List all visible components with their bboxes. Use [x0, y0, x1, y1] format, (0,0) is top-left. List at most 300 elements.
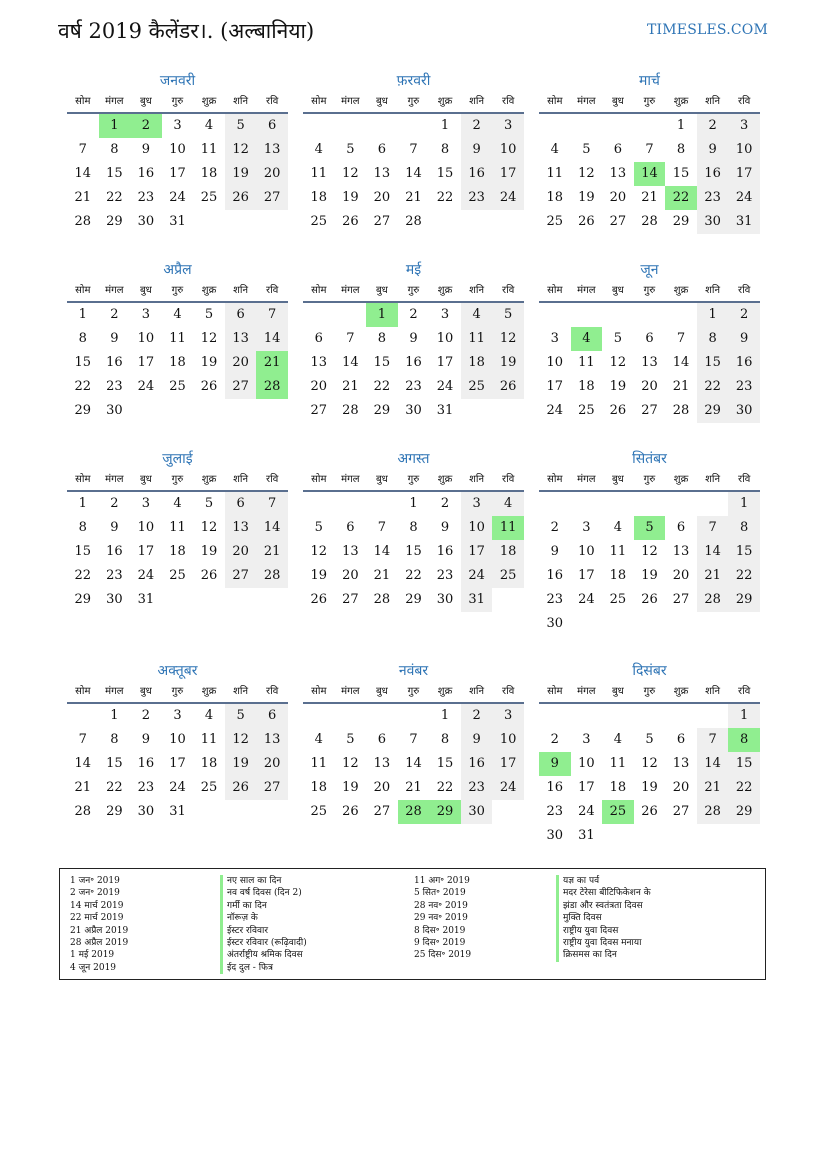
day-cell[interactable]: 3: [492, 704, 524, 728]
day-cell[interactable]: 6: [676, 520, 686, 535]
day-cell[interactable]: 26: [200, 568, 218, 583]
day-cell[interactable]: 16: [436, 544, 454, 559]
day-cell[interactable]: 27: [373, 214, 391, 229]
day-cell[interactable]: 24: [578, 804, 595, 819]
day-cell[interactable]: 28: [373, 592, 391, 607]
day-cell[interactable]: 7: [645, 142, 654, 157]
day-cell[interactable]: 8: [409, 520, 418, 535]
day-cell[interactable]: 15: [106, 166, 123, 181]
day-cell[interactable]: 30: [106, 592, 123, 607]
day-cell[interactable]: 31: [578, 828, 595, 843]
day-cell[interactable]: 20: [641, 379, 658, 394]
day-cell[interactable]: 31: [169, 214, 186, 229]
day-cell[interactable]: 1: [728, 492, 760, 516]
day-cell[interactable]: 18: [200, 166, 218, 181]
day-cell[interactable]: 14: [405, 756, 422, 771]
day-cell[interactable]: 20: [342, 568, 359, 583]
day-cell[interactable]: 24: [546, 403, 564, 418]
day-cell[interactable]: 2: [440, 496, 450, 511]
day-cell[interactable]: 22: [436, 190, 454, 205]
day-cell[interactable]: 8: [440, 142, 450, 157]
day-cell[interactable]: 27: [342, 592, 359, 607]
day-cell[interactable]: 4: [492, 492, 524, 516]
day-cell[interactable]: 16: [137, 166, 155, 181]
day-cell[interactable]: 8: [440, 732, 450, 747]
day-cell[interactable]: 29: [373, 403, 391, 418]
day-cell[interactable]: 14: [74, 756, 92, 771]
day-cell[interactable]: 30: [106, 403, 123, 418]
day-cell[interactable]: 2: [110, 496, 119, 511]
day-cell[interactable]: 19: [200, 355, 218, 370]
holiday-day-cell[interactable]: 28: [256, 375, 288, 399]
day-cell[interactable]: 12: [342, 166, 359, 181]
day-cell[interactable]: 8: [78, 331, 87, 346]
day-cell[interactable]: 15: [672, 166, 690, 181]
day-cell[interactable]: 4: [204, 708, 214, 723]
day-cell[interactable]: 7: [409, 142, 418, 157]
day-cell[interactable]: 24: [728, 186, 760, 210]
day-cell[interactable]: 19: [200, 544, 218, 559]
day-cell[interactable]: 28: [697, 588, 729, 612]
day-cell[interactable]: 8: [676, 142, 686, 157]
day-cell[interactable]: 3: [141, 496, 151, 511]
day-cell[interactable]: 26: [342, 214, 359, 229]
day-cell[interactable]: 19: [225, 752, 257, 776]
day-cell[interactable]: 16: [137, 756, 155, 771]
day-cell[interactable]: 20: [310, 379, 328, 394]
day-cell[interactable]: 29: [672, 214, 690, 229]
day-cell[interactable]: 10: [546, 355, 564, 370]
day-cell[interactable]: 8: [697, 327, 729, 351]
day-cell[interactable]: 13: [225, 327, 257, 351]
day-cell[interactable]: 7: [346, 331, 355, 346]
day-cell[interactable]: 10: [169, 732, 186, 747]
day-cell[interactable]: 24: [137, 568, 155, 583]
day-cell[interactable]: 26: [641, 804, 658, 819]
day-cell[interactable]: 8: [78, 520, 87, 535]
day-cell[interactable]: 20: [225, 540, 257, 564]
day-cell[interactable]: 26: [310, 592, 328, 607]
day-cell[interactable]: 19: [225, 162, 257, 186]
day-cell[interactable]: 9: [110, 520, 119, 535]
day-cell[interactable]: 19: [342, 780, 359, 795]
day-cell[interactable]: 28: [405, 214, 422, 229]
day-cell[interactable]: 14: [672, 355, 690, 370]
day-cell[interactable]: 31: [169, 804, 186, 819]
day-cell[interactable]: 23: [137, 780, 155, 795]
day-cell[interactable]: 29: [106, 214, 123, 229]
day-cell[interactable]: 22: [405, 568, 422, 583]
day-cell[interactable]: 19: [492, 351, 524, 375]
day-cell[interactable]: 25: [492, 564, 524, 588]
day-cell[interactable]: 19: [641, 780, 658, 795]
day-cell[interactable]: 14: [697, 540, 729, 564]
day-cell[interactable]: 24: [436, 379, 454, 394]
day-cell[interactable]: 2: [461, 704, 493, 728]
day-cell[interactable]: 11: [310, 756, 328, 771]
day-cell[interactable]: 11: [200, 732, 218, 747]
day-cell[interactable]: 30: [436, 592, 454, 607]
holiday-day-cell[interactable]: 22: [665, 186, 697, 210]
day-cell[interactable]: 22: [436, 780, 454, 795]
day-cell[interactable]: 27: [672, 804, 690, 819]
day-cell[interactable]: 9: [461, 728, 493, 752]
day-cell[interactable]: 6: [645, 331, 654, 346]
day-cell[interactable]: 7: [377, 520, 387, 535]
day-cell[interactable]: 28: [256, 564, 288, 588]
day-cell[interactable]: 25: [200, 190, 218, 205]
day-cell[interactable]: 18: [169, 544, 186, 559]
day-cell[interactable]: 5: [314, 520, 323, 535]
day-cell[interactable]: 10: [169, 142, 186, 157]
day-cell[interactable]: 13: [310, 355, 328, 370]
day-cell[interactable]: 17: [492, 752, 524, 776]
day-cell[interactable]: 6: [256, 114, 288, 138]
day-cell[interactable]: 25: [578, 403, 595, 418]
day-cell[interactable]: 22: [106, 190, 123, 205]
day-cell[interactable]: 10: [436, 331, 454, 346]
day-cell[interactable]: 20: [256, 752, 288, 776]
day-cell[interactable]: 4: [173, 496, 182, 511]
day-cell[interactable]: 31: [728, 210, 760, 234]
day-cell[interactable]: 6: [314, 331, 323, 346]
day-cell[interactable]: 27: [225, 564, 257, 588]
day-cell[interactable]: 14: [256, 516, 288, 540]
day-cell[interactable]: 17: [436, 355, 454, 370]
day-cell[interactable]: 9: [461, 138, 493, 162]
day-cell[interactable]: 30: [697, 210, 729, 234]
day-cell[interactable]: 14: [342, 355, 359, 370]
day-cell[interactable]: 3: [582, 732, 591, 747]
day-cell[interactable]: 13: [342, 544, 359, 559]
holiday-day-cell[interactable]: 29: [429, 800, 461, 824]
day-cell[interactable]: 11: [609, 544, 627, 559]
day-cell[interactable]: 13: [672, 544, 690, 559]
day-cell[interactable]: 10: [728, 138, 760, 162]
day-cell[interactable]: 24: [492, 186, 524, 210]
day-cell[interactable]: 9: [141, 142, 151, 157]
day-cell[interactable]: 12: [310, 544, 328, 559]
day-cell[interactable]: 17: [169, 166, 186, 181]
day-cell[interactable]: 20: [609, 190, 627, 205]
day-cell[interactable]: 12: [225, 728, 257, 752]
day-cell[interactable]: 3: [173, 118, 182, 133]
day-cell[interactable]: 4: [613, 732, 623, 747]
day-cell[interactable]: 18: [609, 780, 627, 795]
day-cell[interactable]: 25: [169, 568, 186, 583]
day-cell[interactable]: 10: [461, 516, 493, 540]
day-cell[interactable]: 6: [377, 142, 387, 157]
day-cell[interactable]: 27: [256, 186, 288, 210]
day-cell[interactable]: 19: [641, 568, 658, 583]
day-cell[interactable]: 5: [225, 704, 257, 728]
holiday-day-cell[interactable]: 2: [130, 114, 162, 138]
day-cell[interactable]: 3: [461, 492, 493, 516]
day-cell[interactable]: 15: [405, 544, 422, 559]
day-cell[interactable]: 23: [137, 190, 155, 205]
day-cell[interactable]: 16: [405, 355, 422, 370]
day-cell[interactable]: 6: [225, 492, 257, 516]
day-cell[interactable]: 28: [641, 214, 658, 229]
day-cell[interactable]: 23: [546, 804, 564, 819]
day-cell[interactable]: 27: [641, 403, 658, 418]
day-cell[interactable]: 25: [609, 592, 627, 607]
day-cell[interactable]: 22: [697, 375, 729, 399]
day-cell[interactable]: 12: [641, 544, 658, 559]
day-cell[interactable]: 2: [141, 708, 151, 723]
day-cell[interactable]: 2: [728, 303, 760, 327]
day-cell[interactable]: 15: [697, 351, 729, 375]
day-cell[interactable]: 9: [141, 732, 151, 747]
day-cell[interactable]: 14: [373, 544, 391, 559]
day-cell[interactable]: 4: [173, 307, 182, 322]
day-cell[interactable]: 12: [225, 138, 257, 162]
day-cell[interactable]: 9: [697, 138, 729, 162]
day-cell[interactable]: 25: [200, 780, 218, 795]
day-cell[interactable]: 9: [728, 327, 760, 351]
day-cell[interactable]: 5: [613, 331, 623, 346]
day-cell[interactable]: 3: [440, 307, 450, 322]
day-cell[interactable]: 6: [377, 732, 387, 747]
day-cell[interactable]: 26: [578, 214, 595, 229]
day-cell[interactable]: 30: [728, 399, 760, 423]
day-cell[interactable]: 15: [74, 355, 92, 370]
day-cell[interactable]: 4: [204, 118, 214, 133]
day-cell[interactable]: 17: [578, 568, 595, 583]
day-cell[interactable]: 12: [200, 520, 218, 535]
day-cell[interactable]: 1: [440, 118, 450, 133]
day-cell[interactable]: 1: [78, 496, 87, 511]
day-cell[interactable]: 12: [200, 331, 218, 346]
day-cell[interactable]: 23: [546, 592, 564, 607]
day-cell[interactable]: 19: [609, 379, 627, 394]
day-cell[interactable]: 20: [225, 351, 257, 375]
day-cell[interactable]: 15: [728, 540, 760, 564]
day-cell[interactable]: 13: [373, 166, 391, 181]
day-cell[interactable]: 8: [110, 732, 119, 747]
day-cell[interactable]: 22: [728, 776, 760, 800]
day-cell[interactable]: 9: [550, 544, 559, 559]
day-cell[interactable]: 27: [373, 804, 391, 819]
holiday-day-cell[interactable]: 1: [366, 303, 398, 327]
day-cell[interactable]: 21: [74, 190, 92, 205]
day-cell[interactable]: 11: [200, 142, 218, 157]
day-cell[interactable]: 2: [697, 114, 729, 138]
day-cell[interactable]: 3: [582, 520, 591, 535]
day-cell[interactable]: 15: [373, 355, 391, 370]
day-cell[interactable]: 10: [492, 138, 524, 162]
day-cell[interactable]: 10: [578, 544, 595, 559]
day-cell[interactable]: 5: [204, 496, 214, 511]
day-cell[interactable]: 16: [106, 544, 123, 559]
day-cell[interactable]: 27: [672, 592, 690, 607]
day-cell[interactable]: 3: [173, 708, 182, 723]
day-cell[interactable]: 10: [578, 756, 595, 771]
day-cell[interactable]: 23: [697, 186, 729, 210]
day-cell[interactable]: 15: [728, 752, 760, 776]
day-cell[interactable]: 7: [78, 732, 87, 747]
day-cell[interactable]: 13: [672, 756, 690, 771]
day-cell[interactable]: 28: [74, 804, 92, 819]
day-cell[interactable]: 21: [342, 379, 359, 394]
day-cell[interactable]: 7: [697, 516, 729, 540]
day-cell[interactable]: 13: [373, 756, 391, 771]
day-cell[interactable]: 17: [461, 540, 493, 564]
holiday-day-cell[interactable]: 4: [571, 327, 603, 351]
day-cell[interactable]: 23: [405, 379, 422, 394]
day-cell[interactable]: 29: [728, 800, 760, 824]
day-cell[interactable]: 11: [169, 331, 186, 346]
day-cell[interactable]: 5: [492, 303, 524, 327]
day-cell[interactable]: 15: [436, 166, 454, 181]
day-cell[interactable]: 8: [377, 331, 387, 346]
holiday-day-cell[interactable]: 14: [634, 162, 666, 186]
day-cell[interactable]: 14: [697, 752, 729, 776]
day-cell[interactable]: 2: [550, 520, 559, 535]
day-cell[interactable]: 31: [461, 588, 493, 612]
day-cell[interactable]: 29: [405, 592, 422, 607]
day-cell[interactable]: 11: [578, 355, 595, 370]
day-cell[interactable]: 7: [256, 492, 288, 516]
day-cell[interactable]: 17: [728, 162, 760, 186]
day-cell[interactable]: 17: [137, 355, 155, 370]
day-cell[interactable]: 29: [74, 592, 92, 607]
day-cell[interactable]: 3: [141, 307, 151, 322]
day-cell[interactable]: 2: [461, 114, 493, 138]
day-cell[interactable]: 12: [492, 327, 524, 351]
day-cell[interactable]: 21: [697, 564, 729, 588]
day-cell[interactable]: 2: [409, 307, 418, 322]
holiday-day-cell[interactable]: 11: [492, 516, 524, 540]
day-cell[interactable]: 26: [609, 403, 627, 418]
day-cell[interactable]: 20: [672, 780, 690, 795]
day-cell[interactable]: 20: [373, 780, 391, 795]
day-cell[interactable]: 22: [74, 568, 92, 583]
day-cell[interactable]: 23: [106, 379, 123, 394]
day-cell[interactable]: 15: [436, 756, 454, 771]
day-cell[interactable]: 20: [256, 162, 288, 186]
day-cell[interactable]: 16: [546, 780, 564, 795]
day-cell[interactable]: 19: [578, 190, 595, 205]
day-cell[interactable]: 7: [78, 142, 87, 157]
day-cell[interactable]: 12: [641, 756, 658, 771]
day-cell[interactable]: 27: [256, 776, 288, 800]
day-cell[interactable]: 21: [256, 540, 288, 564]
day-cell[interactable]: 21: [373, 568, 391, 583]
day-cell[interactable]: 16: [106, 355, 123, 370]
day-cell[interactable]: 26: [641, 592, 658, 607]
day-cell[interactable]: 21: [697, 776, 729, 800]
day-cell[interactable]: 2: [550, 732, 559, 747]
day-cell[interactable]: 29: [728, 588, 760, 612]
day-cell[interactable]: 23: [461, 776, 493, 800]
day-cell[interactable]: 13: [256, 728, 288, 752]
day-cell[interactable]: 6: [346, 520, 355, 535]
day-cell[interactable]: 3: [492, 114, 524, 138]
day-cell[interactable]: 13: [225, 516, 257, 540]
day-cell[interactable]: 31: [436, 403, 454, 418]
day-cell[interactable]: 5: [645, 732, 654, 747]
day-cell[interactable]: 5: [346, 142, 355, 157]
day-cell[interactable]: 25: [461, 375, 493, 399]
day-cell[interactable]: 18: [578, 379, 595, 394]
day-cell[interactable]: 16: [697, 162, 729, 186]
day-cell[interactable]: 25: [310, 214, 328, 229]
day-cell[interactable]: 13: [609, 166, 627, 181]
day-cell[interactable]: 27: [310, 403, 328, 418]
day-cell[interactable]: 23: [436, 568, 454, 583]
day-cell[interactable]: 24: [492, 776, 524, 800]
day-cell[interactable]: 18: [169, 355, 186, 370]
holiday-day-cell[interactable]: 5: [634, 516, 666, 540]
day-cell[interactable]: 20: [373, 190, 391, 205]
day-cell[interactable]: 21: [405, 190, 422, 205]
day-cell[interactable]: 18: [461, 351, 493, 375]
day-cell[interactable]: 30: [137, 804, 155, 819]
day-cell[interactable]: 4: [613, 520, 623, 535]
day-cell[interactable]: 18: [310, 780, 328, 795]
day-cell[interactable]: 16: [461, 162, 493, 186]
day-cell[interactable]: 5: [204, 307, 214, 322]
day-cell[interactable]: 23: [461, 186, 493, 210]
day-cell[interactable]: 7: [256, 303, 288, 327]
holiday-day-cell[interactable]: 21: [256, 351, 288, 375]
day-cell[interactable]: 21: [672, 379, 690, 394]
day-cell[interactable]: 26: [342, 804, 359, 819]
day-cell[interactable]: 18: [492, 540, 524, 564]
day-cell[interactable]: 1: [110, 708, 119, 723]
day-cell[interactable]: 6: [225, 303, 257, 327]
day-cell[interactable]: 31: [137, 592, 155, 607]
day-cell[interactable]: 25: [169, 379, 186, 394]
day-cell[interactable]: 11: [546, 166, 564, 181]
holiday-day-cell[interactable]: 25: [602, 800, 634, 824]
day-cell[interactable]: 24: [578, 592, 595, 607]
day-cell[interactable]: 9: [409, 331, 418, 346]
day-cell[interactable]: 12: [609, 355, 627, 370]
day-cell[interactable]: 1: [440, 708, 450, 723]
day-cell[interactable]: 9: [110, 331, 119, 346]
day-cell[interactable]: 6: [676, 732, 686, 747]
day-cell[interactable]: 8: [110, 142, 119, 157]
day-cell[interactable]: 17: [492, 162, 524, 186]
day-cell[interactable]: 11: [310, 166, 328, 181]
day-cell[interactable]: 30: [546, 828, 564, 843]
day-cell[interactable]: 24: [461, 564, 493, 588]
day-cell[interactable]: 7: [697, 728, 729, 752]
day-cell[interactable]: 22: [74, 379, 92, 394]
day-cell[interactable]: 3: [550, 331, 559, 346]
day-cell[interactable]: 15: [106, 756, 123, 771]
day-cell[interactable]: 27: [609, 214, 627, 229]
day-cell[interactable]: 17: [546, 379, 564, 394]
day-cell[interactable]: 23: [728, 375, 760, 399]
day-cell[interactable]: 30: [546, 616, 564, 631]
day-cell[interactable]: 14: [405, 166, 422, 181]
day-cell[interactable]: 20: [672, 568, 690, 583]
day-cell[interactable]: 7: [409, 732, 418, 747]
day-cell[interactable]: 12: [578, 166, 595, 181]
day-cell[interactable]: 27: [225, 375, 257, 399]
day-cell[interactable]: 11: [609, 756, 627, 771]
day-cell[interactable]: 9: [440, 520, 450, 535]
day-cell[interactable]: 5: [225, 114, 257, 138]
day-cell[interactable]: 15: [74, 544, 92, 559]
day-cell[interactable]: 5: [582, 142, 591, 157]
day-cell[interactable]: 28: [672, 403, 690, 418]
day-cell[interactable]: 10: [137, 520, 155, 535]
day-cell[interactable]: 22: [728, 564, 760, 588]
